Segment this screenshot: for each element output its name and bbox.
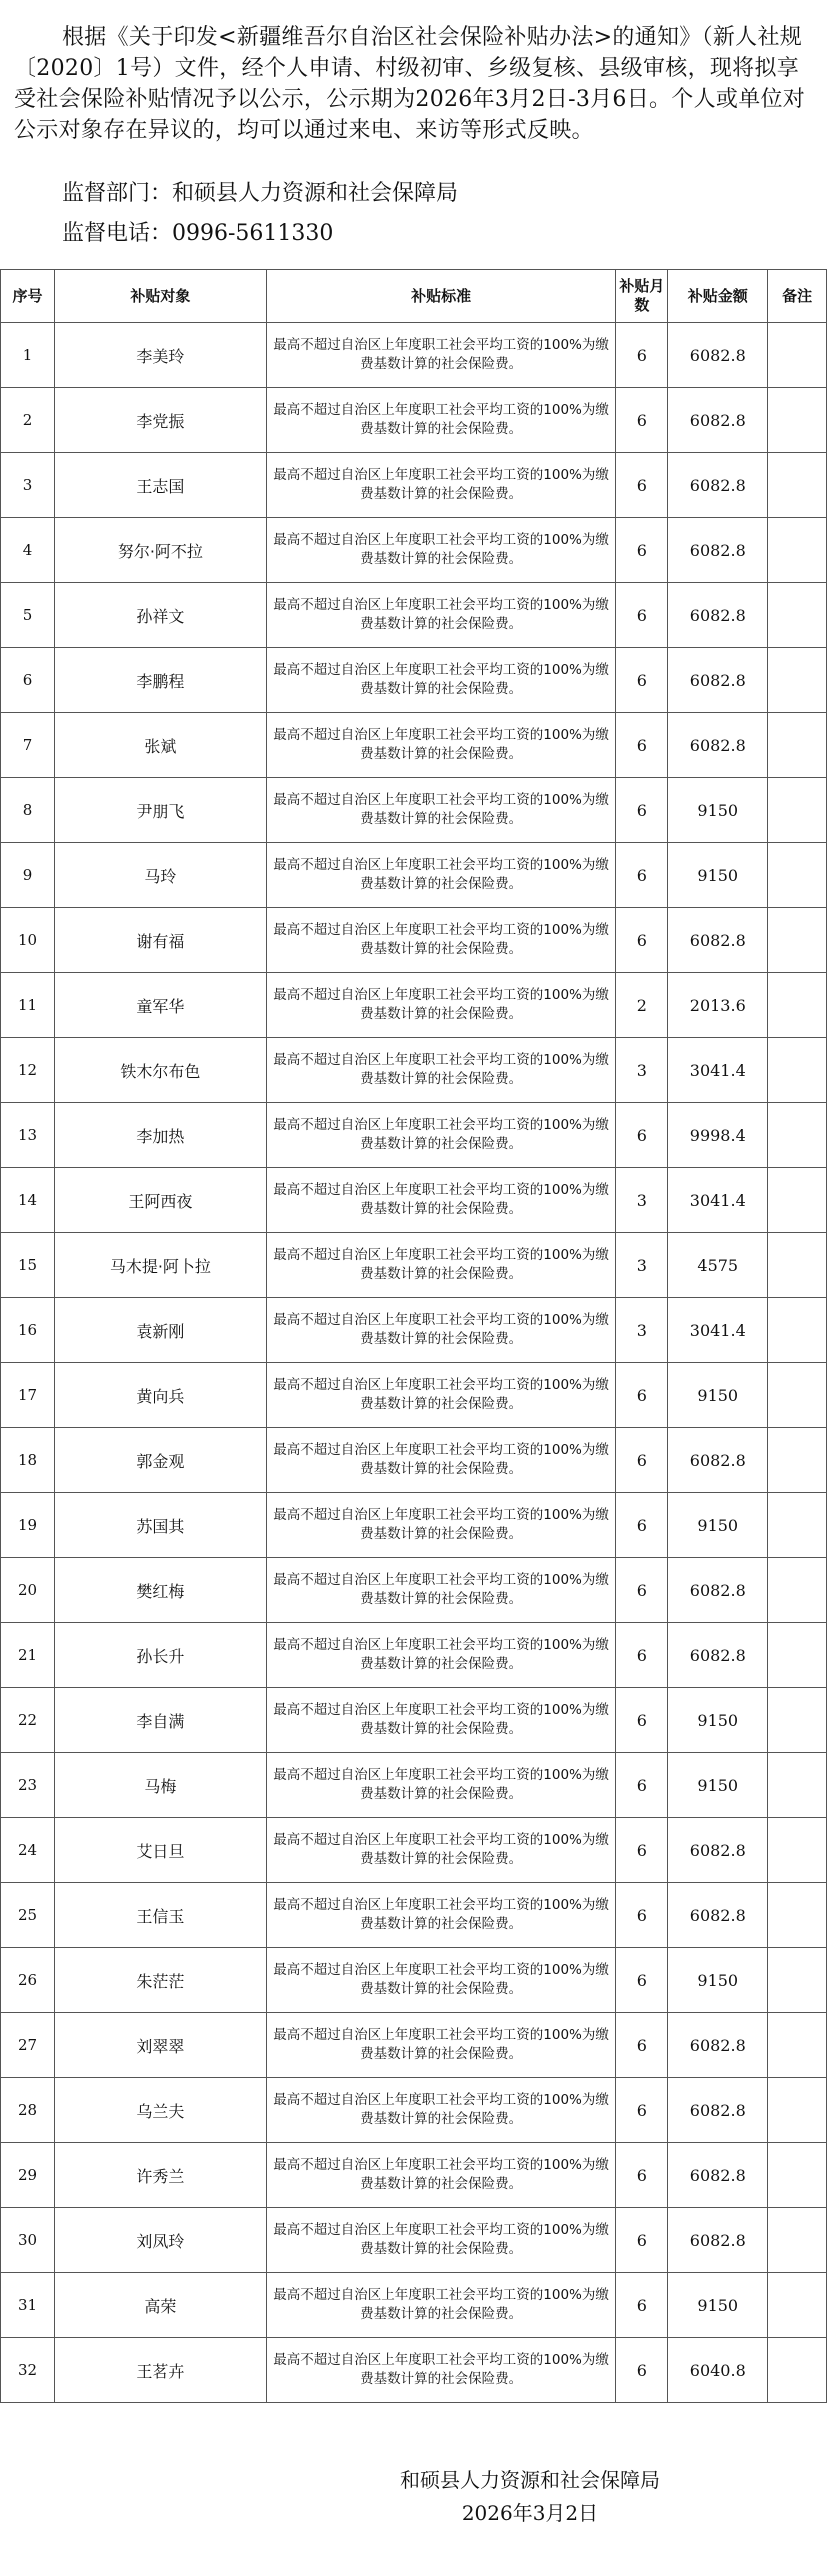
subsidy-standard: 最高不超过自治区上年度职工社会平均工资的100%为缴费基数计算的社会保险费。 bbox=[266, 2013, 616, 2078]
row-number: 22 bbox=[1, 1688, 55, 1753]
remark-cell bbox=[768, 1883, 827, 1948]
remark-cell bbox=[768, 1558, 827, 1623]
remark-cell bbox=[768, 1818, 827, 1883]
subsidy-months: 6 bbox=[616, 2338, 668, 2403]
table-row bbox=[1, 973, 827, 1038]
remark-cell bbox=[768, 1168, 827, 1233]
subsidy-standard: 最高不超过自治区上年度职工社会平均工资的100%为缴费基数计算的社会保险费。 bbox=[266, 388, 616, 453]
row-number: 1 bbox=[1, 323, 55, 388]
table-row bbox=[1, 2338, 827, 2403]
row-number: 5 bbox=[1, 583, 55, 648]
subsidy-months: 6 bbox=[616, 1818, 668, 1883]
remark-cell bbox=[768, 388, 827, 453]
subsidy-months: 2 bbox=[616, 973, 668, 1038]
subsidy-standard: 最高不超过自治区上年度职工社会平均工资的100%为缴费基数计算的社会保险费。 bbox=[266, 908, 616, 973]
remark-cell bbox=[768, 778, 827, 843]
subsidy-amount: 9150 bbox=[668, 843, 768, 908]
row-number: 29 bbox=[1, 2143, 55, 2208]
subsidy-recipient: 黄向兵 bbox=[55, 1363, 267, 1428]
subsidy-recipient: 樊红梅 bbox=[55, 1558, 267, 1623]
row-number: 2 bbox=[1, 388, 55, 453]
table-row bbox=[1, 453, 827, 518]
subsidy-months: 6 bbox=[616, 713, 668, 778]
row-number: 26 bbox=[1, 1948, 55, 2013]
table-row bbox=[1, 1558, 827, 1623]
subsidy-standard: 最高不超过自治区上年度职工社会平均工资的100%为缴费基数计算的社会保险费。 bbox=[266, 778, 616, 843]
subsidy-recipient: 郭金观 bbox=[55, 1428, 267, 1493]
table-row bbox=[1, 2208, 827, 2273]
subsidy-months: 6 bbox=[616, 1688, 668, 1753]
row-number: 24 bbox=[1, 1818, 55, 1883]
subsidy-recipient: 李自满 bbox=[55, 1688, 267, 1753]
subsidy-months: 3 bbox=[616, 1298, 668, 1363]
subsidy-recipient: 马玲 bbox=[55, 843, 267, 908]
remark-cell bbox=[768, 2143, 827, 2208]
table-row bbox=[1, 778, 827, 843]
subsidy-amount: 9150 bbox=[668, 1493, 768, 1558]
subsidy-standard: 最高不超过自治区上年度职工社会平均工资的100%为缴费基数计算的社会保险费。 bbox=[266, 1428, 616, 1493]
subsidy-months: 6 bbox=[616, 1753, 668, 1818]
row-number: 19 bbox=[1, 1493, 55, 1558]
row-number: 6 bbox=[1, 648, 55, 713]
subsidy-recipient: 王信玉 bbox=[55, 1883, 267, 1948]
table-row bbox=[1, 2143, 827, 2208]
subsidy-recipient: 张斌 bbox=[55, 713, 267, 778]
subsidy-standard: 最高不超过自治区上年度职工社会平均工资的100%为缴费基数计算的社会保险费。 bbox=[266, 1818, 616, 1883]
subsidy-recipient: 刘翠翠 bbox=[55, 2013, 267, 2078]
subsidy-months: 6 bbox=[616, 1883, 668, 1948]
subsidy-recipient: 李鹏程 bbox=[55, 648, 267, 713]
subsidy-table bbox=[0, 269, 827, 2403]
table-header-row bbox=[1, 270, 827, 323]
subsidy-months: 6 bbox=[616, 1623, 668, 1688]
row-number: 21 bbox=[1, 1623, 55, 1688]
subsidy-amount: 6082.8 bbox=[668, 323, 768, 388]
row-number: 9 bbox=[1, 843, 55, 908]
subsidy-standard: 最高不超过自治区上年度职工社会平均工资的100%为缴费基数计算的社会保险费。 bbox=[266, 648, 616, 713]
subsidy-standard: 最高不超过自治区上年度职工社会平均工资的100%为缴费基数计算的社会保险费。 bbox=[266, 1753, 616, 1818]
subsidy-recipient: 李美玲 bbox=[55, 323, 267, 388]
subsidy-months: 6 bbox=[616, 388, 668, 453]
table-row bbox=[1, 1688, 827, 1753]
subsidy-months: 6 bbox=[616, 648, 668, 713]
subsidy-amount: 6082.8 bbox=[668, 908, 768, 973]
remark-cell bbox=[768, 2338, 827, 2403]
header-remark: 备注 bbox=[768, 270, 827, 323]
subsidy-recipient: 王志国 bbox=[55, 453, 267, 518]
subsidy-amount: 3041.4 bbox=[668, 1168, 768, 1233]
row-number: 7 bbox=[1, 713, 55, 778]
subsidy-recipient: 朱茫茫 bbox=[55, 1948, 267, 2013]
subsidy-months: 6 bbox=[616, 1428, 668, 1493]
subsidy-amount: 4575 bbox=[668, 1233, 768, 1298]
table-row bbox=[1, 1493, 827, 1558]
row-number: 20 bbox=[1, 1558, 55, 1623]
subsidy-months: 6 bbox=[616, 2208, 668, 2273]
subsidy-amount: 6082.8 bbox=[668, 518, 768, 583]
row-number: 8 bbox=[1, 778, 55, 843]
subsidy-amount: 6082.8 bbox=[668, 648, 768, 713]
subsidy-amount: 9150 bbox=[668, 1948, 768, 2013]
subsidy-recipient: 苏国其 bbox=[55, 1493, 267, 1558]
subsidy-amount: 9150 bbox=[668, 1363, 768, 1428]
subsidy-months: 6 bbox=[616, 2078, 668, 2143]
table-row bbox=[1, 2013, 827, 2078]
subsidy-amount: 6082.8 bbox=[668, 1818, 768, 1883]
row-number: 28 bbox=[1, 2078, 55, 2143]
subsidy-amount: 9150 bbox=[668, 778, 768, 843]
row-number: 18 bbox=[1, 1428, 55, 1493]
remark-cell bbox=[768, 648, 827, 713]
subsidy-months: 6 bbox=[616, 1363, 668, 1428]
subsidy-standard: 最高不超过自治区上年度职工社会平均工资的100%为缴费基数计算的社会保险费。 bbox=[266, 2078, 616, 2143]
subsidy-standard: 最高不超过自治区上年度职工社会平均工资的100%为缴费基数计算的社会保险费。 bbox=[266, 323, 616, 388]
table-row bbox=[1, 1233, 827, 1298]
table-row bbox=[1, 1038, 827, 1103]
subsidy-amount: 3041.4 bbox=[668, 1038, 768, 1103]
subsidy-months: 6 bbox=[616, 2143, 668, 2208]
remark-cell bbox=[768, 2013, 827, 2078]
subsidy-amount: 6082.8 bbox=[668, 1623, 768, 1688]
subsidy-months: 6 bbox=[616, 2013, 668, 2078]
subsidy-standard: 最高不超过自治区上年度职工社会平均工资的100%为缴费基数计算的社会保险费。 bbox=[266, 2273, 616, 2338]
header-amount: 补贴金额 bbox=[668, 270, 768, 323]
header-months: 补贴月数 bbox=[616, 270, 668, 323]
row-number: 30 bbox=[1, 2208, 55, 2273]
row-number: 10 bbox=[1, 908, 55, 973]
table-row bbox=[1, 1753, 827, 1818]
subsidy-months: 3 bbox=[616, 1038, 668, 1103]
remark-cell bbox=[768, 713, 827, 778]
subsidy-standard: 最高不超过自治区上年度职工社会平均工资的100%为缴费基数计算的社会保险费。 bbox=[266, 1948, 616, 2013]
remark-cell bbox=[768, 2078, 827, 2143]
remark-cell bbox=[768, 2208, 827, 2273]
subsidy-standard: 最高不超过自治区上年度职工社会平均工资的100%为缴费基数计算的社会保险费。 bbox=[266, 2338, 616, 2403]
subsidy-months: 6 bbox=[616, 1948, 668, 2013]
supervisor-line: 监督部门：和硕县人力资源和社会保障局 bbox=[62, 181, 459, 206]
subsidy-months: 6 bbox=[616, 583, 668, 648]
remark-cell bbox=[768, 518, 827, 583]
subsidy-recipient: 李加热 bbox=[55, 1103, 267, 1168]
subsidy-recipient: 铁木尔布色 bbox=[55, 1038, 267, 1103]
subsidy-standard: 最高不超过自治区上年度职工社会平均工资的100%为缴费基数计算的社会保险费。 bbox=[266, 1298, 616, 1363]
row-number: 17 bbox=[1, 1363, 55, 1428]
subsidy-recipient: 孙长升 bbox=[55, 1623, 267, 1688]
subsidy-standard: 最高不超过自治区上年度职工社会平均工资的100%为缴费基数计算的社会保险费。 bbox=[266, 1038, 616, 1103]
table-row bbox=[1, 1883, 827, 1948]
subsidy-months: 6 bbox=[616, 778, 668, 843]
remark-cell bbox=[768, 1948, 827, 2013]
header-no: 序号 bbox=[1, 270, 55, 323]
subsidy-months: 6 bbox=[616, 323, 668, 388]
table-row bbox=[1, 1103, 827, 1168]
subsidy-months: 6 bbox=[616, 1493, 668, 1558]
subsidy-amount: 6040.8 bbox=[668, 2338, 768, 2403]
remark-cell bbox=[768, 1688, 827, 1753]
subsidy-standard: 最高不超过自治区上年度职工社会平均工资的100%为缴费基数计算的社会保险费。 bbox=[266, 2143, 616, 2208]
footer-date: 2026年3月2日 bbox=[461, 2501, 599, 2525]
row-number: 14 bbox=[1, 1168, 55, 1233]
subsidy-standard: 最高不超过自治区上年度职工社会平均工资的100%为缴费基数计算的社会保险费。 bbox=[266, 713, 616, 778]
subsidy-standard: 最高不超过自治区上年度职工社会平均工资的100%为缴费基数计算的社会保险费。 bbox=[266, 973, 616, 1038]
subsidy-amount: 6082.8 bbox=[668, 2208, 768, 2273]
remark-cell bbox=[768, 843, 827, 908]
subsidy-recipient: 许秀兰 bbox=[55, 2143, 267, 2208]
table-row bbox=[1, 323, 827, 388]
header-name: 补贴对象 bbox=[55, 270, 267, 323]
row-number: 32 bbox=[1, 2338, 55, 2403]
remark-cell bbox=[768, 1298, 827, 1363]
subsidy-recipient: 袁新刚 bbox=[55, 1298, 267, 1363]
remark-cell bbox=[768, 1753, 827, 1818]
subsidy-months: 6 bbox=[616, 1103, 668, 1168]
table-row bbox=[1, 583, 827, 648]
row-number: 16 bbox=[1, 1298, 55, 1363]
subsidy-amount: 6082.8 bbox=[668, 2013, 768, 2078]
subsidy-months: 6 bbox=[616, 1558, 668, 1623]
table-row bbox=[1, 1623, 827, 1688]
table-row bbox=[1, 713, 827, 778]
subsidy-recipient: 李党振 bbox=[55, 388, 267, 453]
table-row bbox=[1, 1948, 827, 2013]
table-row bbox=[1, 843, 827, 908]
subsidy-recipient: 王茗卉 bbox=[55, 2338, 267, 2403]
subsidy-standard: 最高不超过自治区上年度职工社会平均工资的100%为缴费基数计算的社会保险费。 bbox=[266, 843, 616, 908]
remark-cell bbox=[768, 908, 827, 973]
remark-cell bbox=[768, 583, 827, 648]
table-row bbox=[1, 518, 827, 583]
subsidy-months: 6 bbox=[616, 453, 668, 518]
subsidy-standard: 最高不超过自治区上年度职工社会平均工资的100%为缴费基数计算的社会保险费。 bbox=[266, 1558, 616, 1623]
subsidy-recipient: 尹朋飞 bbox=[55, 778, 267, 843]
table-row bbox=[1, 2273, 827, 2338]
subsidy-recipient: 乌兰夫 bbox=[55, 2078, 267, 2143]
subsidy-amount: 9150 bbox=[668, 2273, 768, 2338]
subsidy-amount: 9150 bbox=[668, 1753, 768, 1818]
remark-cell bbox=[768, 1428, 827, 1493]
subsidy-standard: 最高不超过自治区上年度职工社会平均工资的100%为缴费基数计算的社会保险费。 bbox=[266, 1363, 616, 1428]
subsidy-recipient: 童军华 bbox=[55, 973, 267, 1038]
subsidy-amount: 6082.8 bbox=[668, 1558, 768, 1623]
table-row bbox=[1, 1168, 827, 1233]
subsidy-recipient: 刘凤玲 bbox=[55, 2208, 267, 2273]
subsidy-amount: 6082.8 bbox=[668, 2143, 768, 2208]
table-row bbox=[1, 1818, 827, 1883]
table-row bbox=[1, 1363, 827, 1428]
subsidy-amount: 2013.6 bbox=[668, 973, 768, 1038]
subsidy-standard: 最高不超过自治区上年度职工社会平均工资的100%为缴费基数计算的社会保险费。 bbox=[266, 2208, 616, 2273]
subsidy-amount: 6082.8 bbox=[668, 713, 768, 778]
row-number: 13 bbox=[1, 1103, 55, 1168]
subsidy-months: 6 bbox=[616, 518, 668, 583]
remark-cell bbox=[768, 453, 827, 518]
row-number: 12 bbox=[1, 1038, 55, 1103]
header-standard: 补贴标准 bbox=[266, 270, 616, 323]
subsidy-amount: 6082.8 bbox=[668, 453, 768, 518]
remark-cell bbox=[768, 1363, 827, 1428]
subsidy-months: 6 bbox=[616, 2273, 668, 2338]
subsidy-amount: 6082.8 bbox=[668, 388, 768, 453]
remark-cell bbox=[768, 323, 827, 388]
remark-cell bbox=[768, 1493, 827, 1558]
subsidy-standard: 最高不超过自治区上年度职工社会平均工资的100%为缴费基数计算的社会保险费。 bbox=[266, 518, 616, 583]
subsidy-standard: 最高不超过自治区上年度职工社会平均工资的100%为缴费基数计算的社会保险费。 bbox=[266, 1623, 616, 1688]
subsidy-recipient: 努尔·阿不拉 bbox=[55, 518, 267, 583]
subsidy-months: 6 bbox=[616, 843, 668, 908]
subsidy-amount: 6082.8 bbox=[668, 1428, 768, 1493]
subsidy-standard: 最高不超过自治区上年度职工社会平均工资的100%为缴费基数计算的社会保险费。 bbox=[266, 453, 616, 518]
subsidy-amount: 6082.8 bbox=[668, 583, 768, 648]
subsidy-recipient: 马木提·阿卜拉 bbox=[55, 1233, 267, 1298]
subsidy-amount: 9998.4 bbox=[668, 1103, 768, 1168]
subsidy-amount: 9150 bbox=[668, 1688, 768, 1753]
remark-cell bbox=[768, 1623, 827, 1688]
subsidy-recipient: 马梅 bbox=[55, 1753, 267, 1818]
table-row bbox=[1, 648, 827, 713]
row-number: 3 bbox=[1, 453, 55, 518]
table-row bbox=[1, 1428, 827, 1493]
remark-cell bbox=[768, 1038, 827, 1103]
remark-cell bbox=[768, 973, 827, 1038]
notice-paragraph: 根据《关于印发<新疆维吾尔自治区社会保险补贴办法>的通知》（新人社规〔2020〕1号）文件，经个人申请、村级初审、乡级复核、县级审核，现将拟享受社会保险补贴情况予以公示，公示期为2026年3月2日-3月6日。个人或单位对公示对象存在异议的，均可以通过来电、来访等形式反映。 bbox=[14, 25, 806, 143]
subsidy-standard: 最高不超过自治区上年度职工社会平均工资的100%为缴费基数计算的社会保险费。 bbox=[266, 1233, 616, 1298]
remark-cell bbox=[768, 1233, 827, 1298]
remark-cell bbox=[768, 2273, 827, 2338]
subsidy-recipient: 艾日旦 bbox=[55, 1818, 267, 1883]
subsidy-standard: 最高不超过自治区上年度职工社会平均工资的100%为缴费基数计算的社会保险费。 bbox=[266, 1883, 616, 1948]
subsidy-recipient: 谢有福 bbox=[55, 908, 267, 973]
subsidy-standard: 最高不超过自治区上年度职工社会平均工资的100%为缴费基数计算的社会保险费。 bbox=[266, 1168, 616, 1233]
row-number: 23 bbox=[1, 1753, 55, 1818]
subsidy-standard: 最高不超过自治区上年度职工社会平均工资的100%为缴费基数计算的社会保险费。 bbox=[266, 1688, 616, 1753]
phone-line: 监督电话：0996-5611330 bbox=[62, 221, 334, 246]
subsidy-months: 3 bbox=[616, 1168, 668, 1233]
subsidy-amount: 6082.8 bbox=[668, 2078, 768, 2143]
table-row bbox=[1, 388, 827, 453]
notice-header bbox=[0, 0, 827, 266]
subsidy-standard: 最高不超过自治区上年度职工社会平均工资的100%为缴费基数计算的社会保险费。 bbox=[266, 1493, 616, 1558]
row-number: 25 bbox=[1, 1883, 55, 1948]
subsidy-standard: 最高不超过自治区上年度职工社会平均工资的100%为缴费基数计算的社会保险费。 bbox=[266, 1103, 616, 1168]
subsidy-recipient: 王阿西夜 bbox=[55, 1168, 267, 1233]
subsidy-standard: 最高不超过自治区上年度职工社会平均工资的100%为缴费基数计算的社会保险费。 bbox=[266, 583, 616, 648]
row-number: 27 bbox=[1, 2013, 55, 2078]
subsidy-months: 3 bbox=[616, 1233, 668, 1298]
row-number: 11 bbox=[1, 973, 55, 1038]
remark-cell bbox=[768, 1103, 827, 1168]
table-row bbox=[1, 1298, 827, 1363]
table-row bbox=[1, 2078, 827, 2143]
subsidy-months: 6 bbox=[616, 908, 668, 973]
subsidy-amount: 6082.8 bbox=[668, 1883, 768, 1948]
row-number: 31 bbox=[1, 2273, 55, 2338]
subsidy-recipient: 孙祥文 bbox=[55, 583, 267, 648]
footer-org: 和硕县人力资源和社会保障局 bbox=[400, 2468, 660, 2492]
subsidy-recipient: 高荣 bbox=[55, 2273, 267, 2338]
row-number: 4 bbox=[1, 518, 55, 583]
subsidy-amount: 3041.4 bbox=[668, 1298, 768, 1363]
table-row bbox=[1, 908, 827, 973]
row-number: 15 bbox=[1, 1233, 55, 1298]
